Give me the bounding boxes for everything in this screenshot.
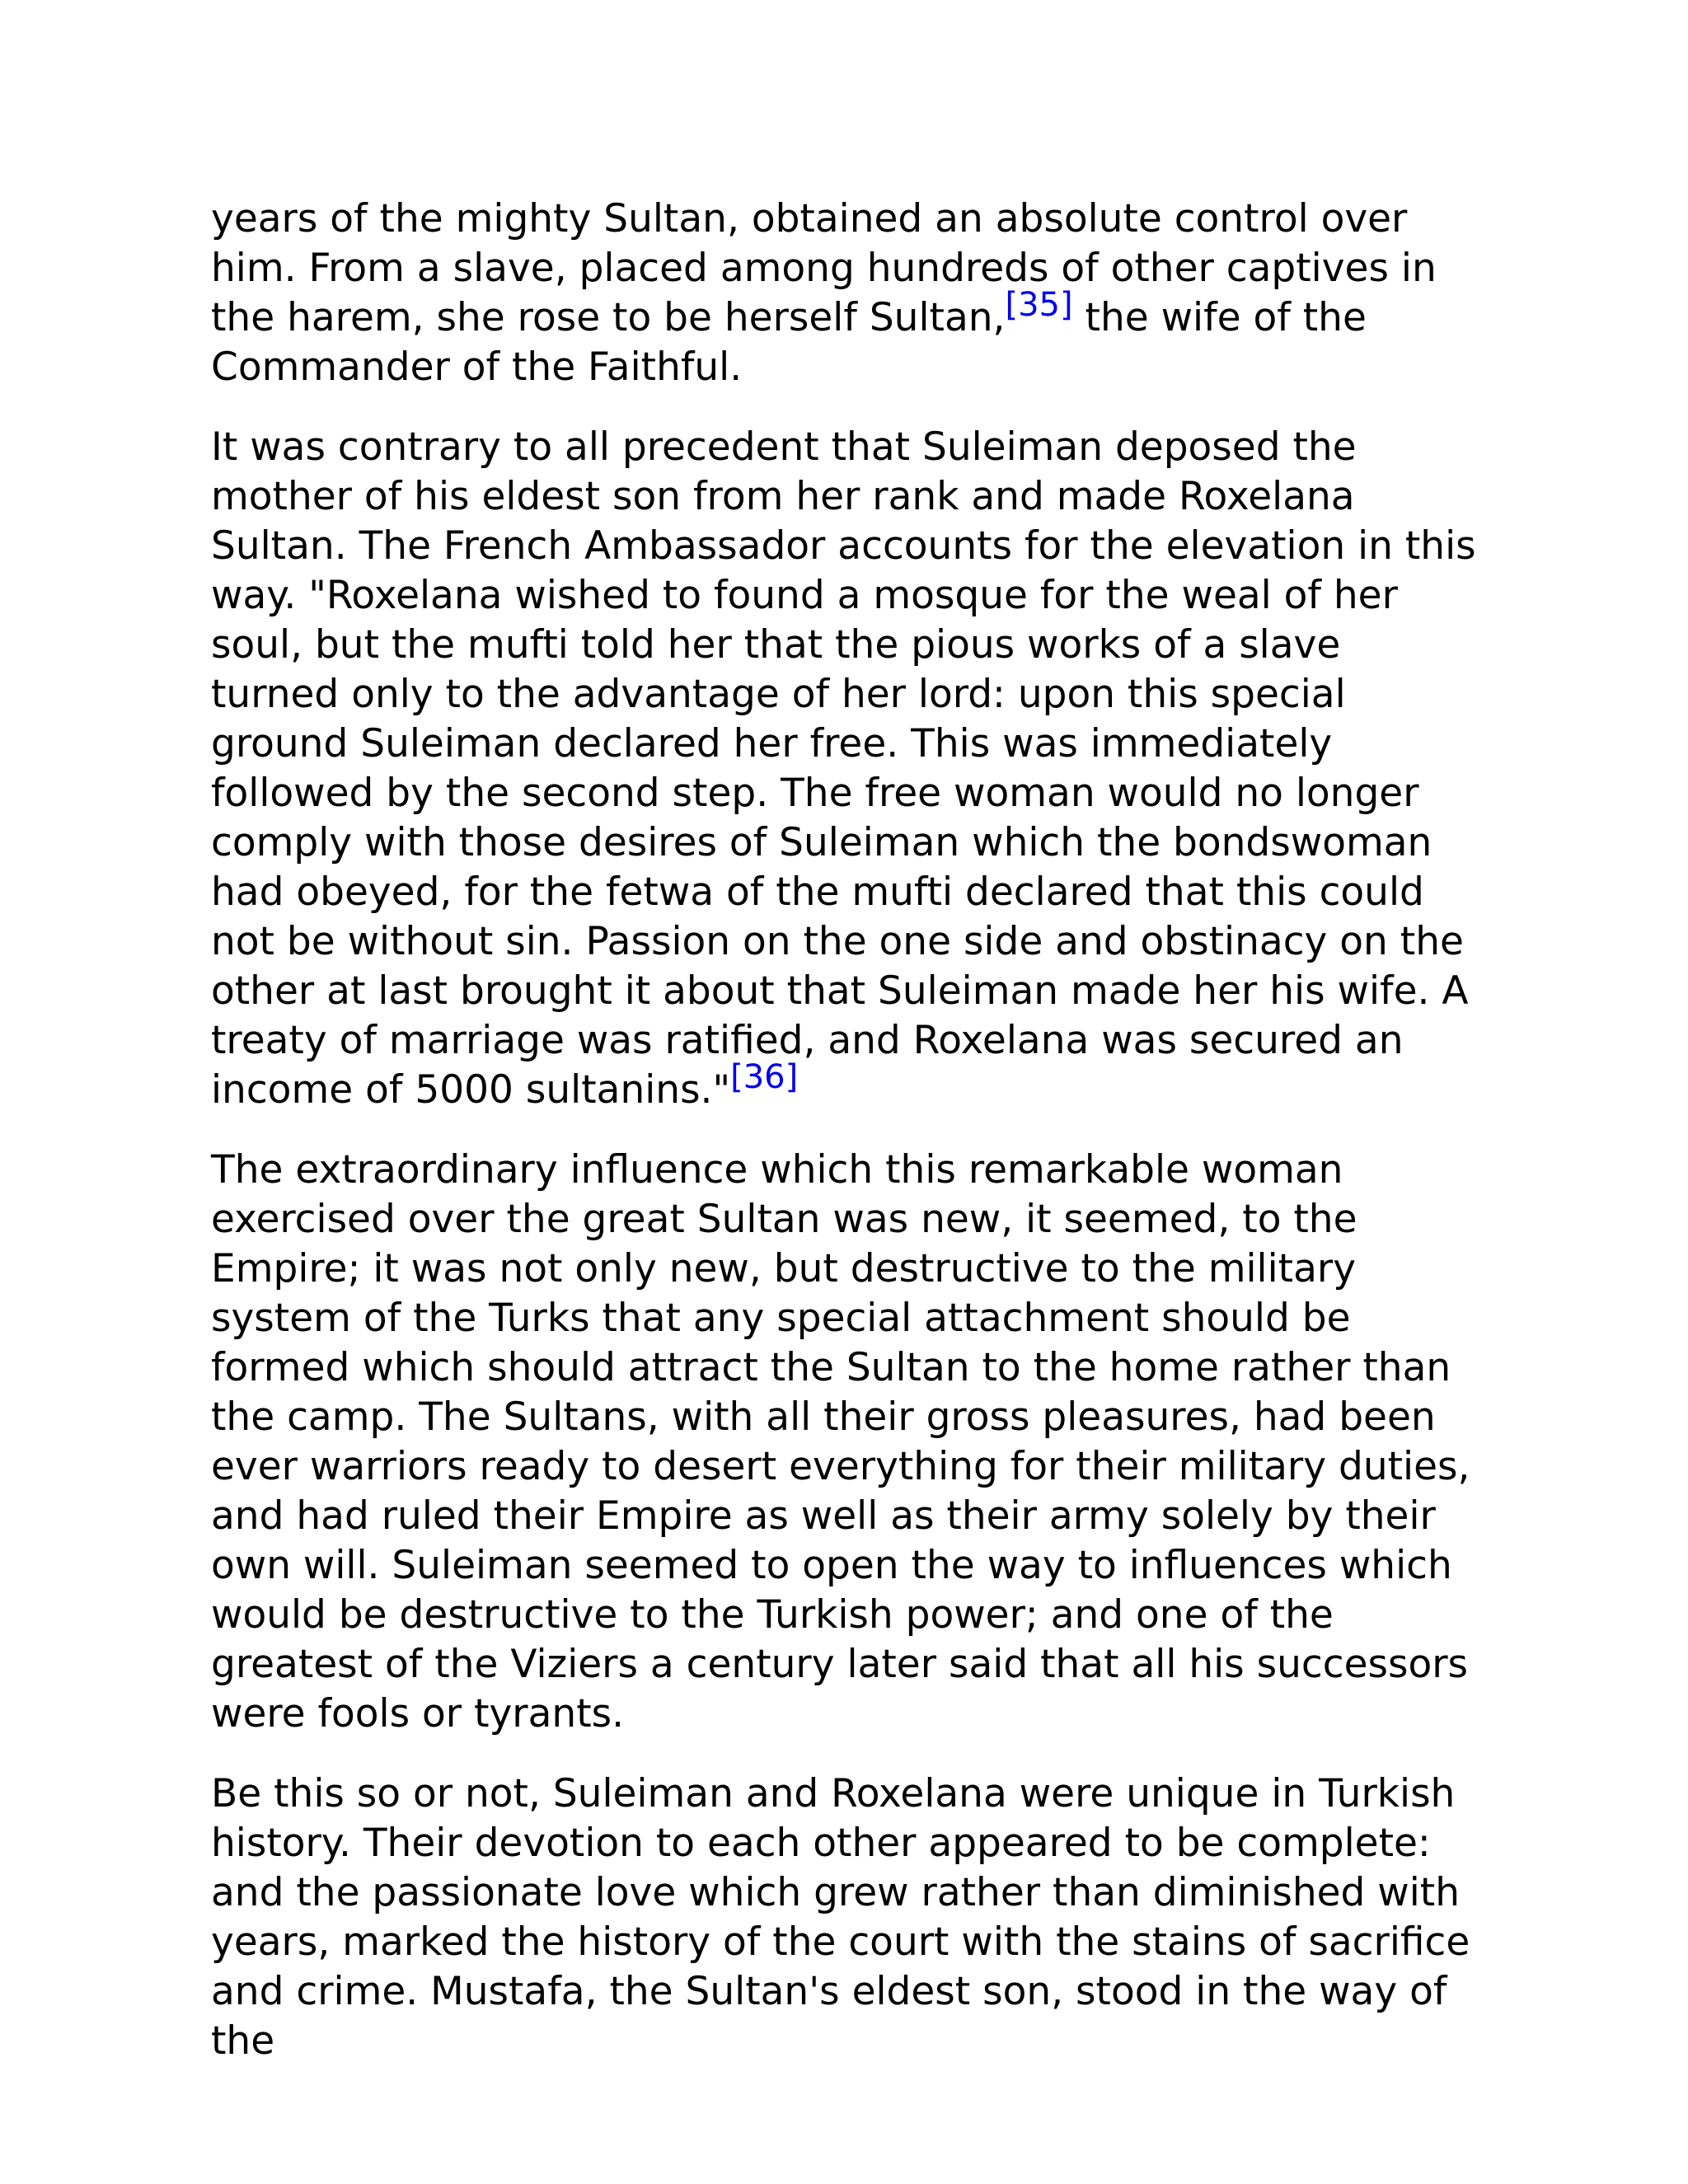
paragraph-text: It was contrary to all precedent that Suleiman deposed the mother of his eldest son from her rank and made Roxelana Sultan. The French Ambassador accounts for the elevation in this way. "Roxelana wished to found a mosque for the weal of her soul, but the mufti told her that the pious works of a slave turned only to the advantage of her lord: upon this special ground Suleiman declared her free. This was immediately followed by the second step. The free woman would no longer comply with those desires of Suleiman which the bondswoman had obeyed, for the fetwa of the mufti declared that this could not be without sin. Passion on the one side and obstinacy on the other at last brought it about that Suleiman made her his wife. A treaty of marriage was ratified, and Roxelana was secured an income of 5000 sultanins." [211, 424, 1476, 1113]
paragraph-3 [211, 1146, 1480, 1739]
paragraph-text: The extraordinary influence which this remarkable woman exercised over the great Sultan was new, it seemed, to the Empire; it was not only new, but destructive to the military system of the Turks that any special attachment should be formed which should attract the Sultan to the home rather than the camp. The Sultans, with all their gross pleasures, had been ever warriors ready to desert everything for their military duties, and had ruled their Empire as well as their army solely by their own will. Suleiman seemed to open the way to influences which would be destructive to the Turkish power; and one of the greatest of the Viziers a century later said that all his successors were fools or tyrants. [211, 1147, 1470, 1736]
footnote-link-36[interactable]: [36] [730, 1058, 799, 1096]
paragraph-4 [211, 1769, 1480, 2066]
footnote-link-35[interactable]: [35] [1005, 286, 1073, 324]
paragraph-text: the wife of the Commander of the Faithful. [211, 295, 1367, 390]
paragraph-1 [211, 194, 1480, 392]
paragraph-text: Be this so or not, Suleiman and Roxelana were unique in Turkish history. Their devotion to each other appeared to be complete: and the passionate love which grew rather than diminished with years, marked the history of the court with the stains of sacrifice and crime. Mustafa, the Sultan's eldest son, stood in the way of the [211, 1771, 1470, 2064]
document-page [211, 194, 1480, 2097]
paragraph-text: years of the mighty Sultan, obtained an absolute control over him. From a slave, placed among hundreds of other captives in the harem, she rose to be herself Sultan, [211, 196, 1437, 340]
paragraph-2 [211, 423, 1480, 1115]
